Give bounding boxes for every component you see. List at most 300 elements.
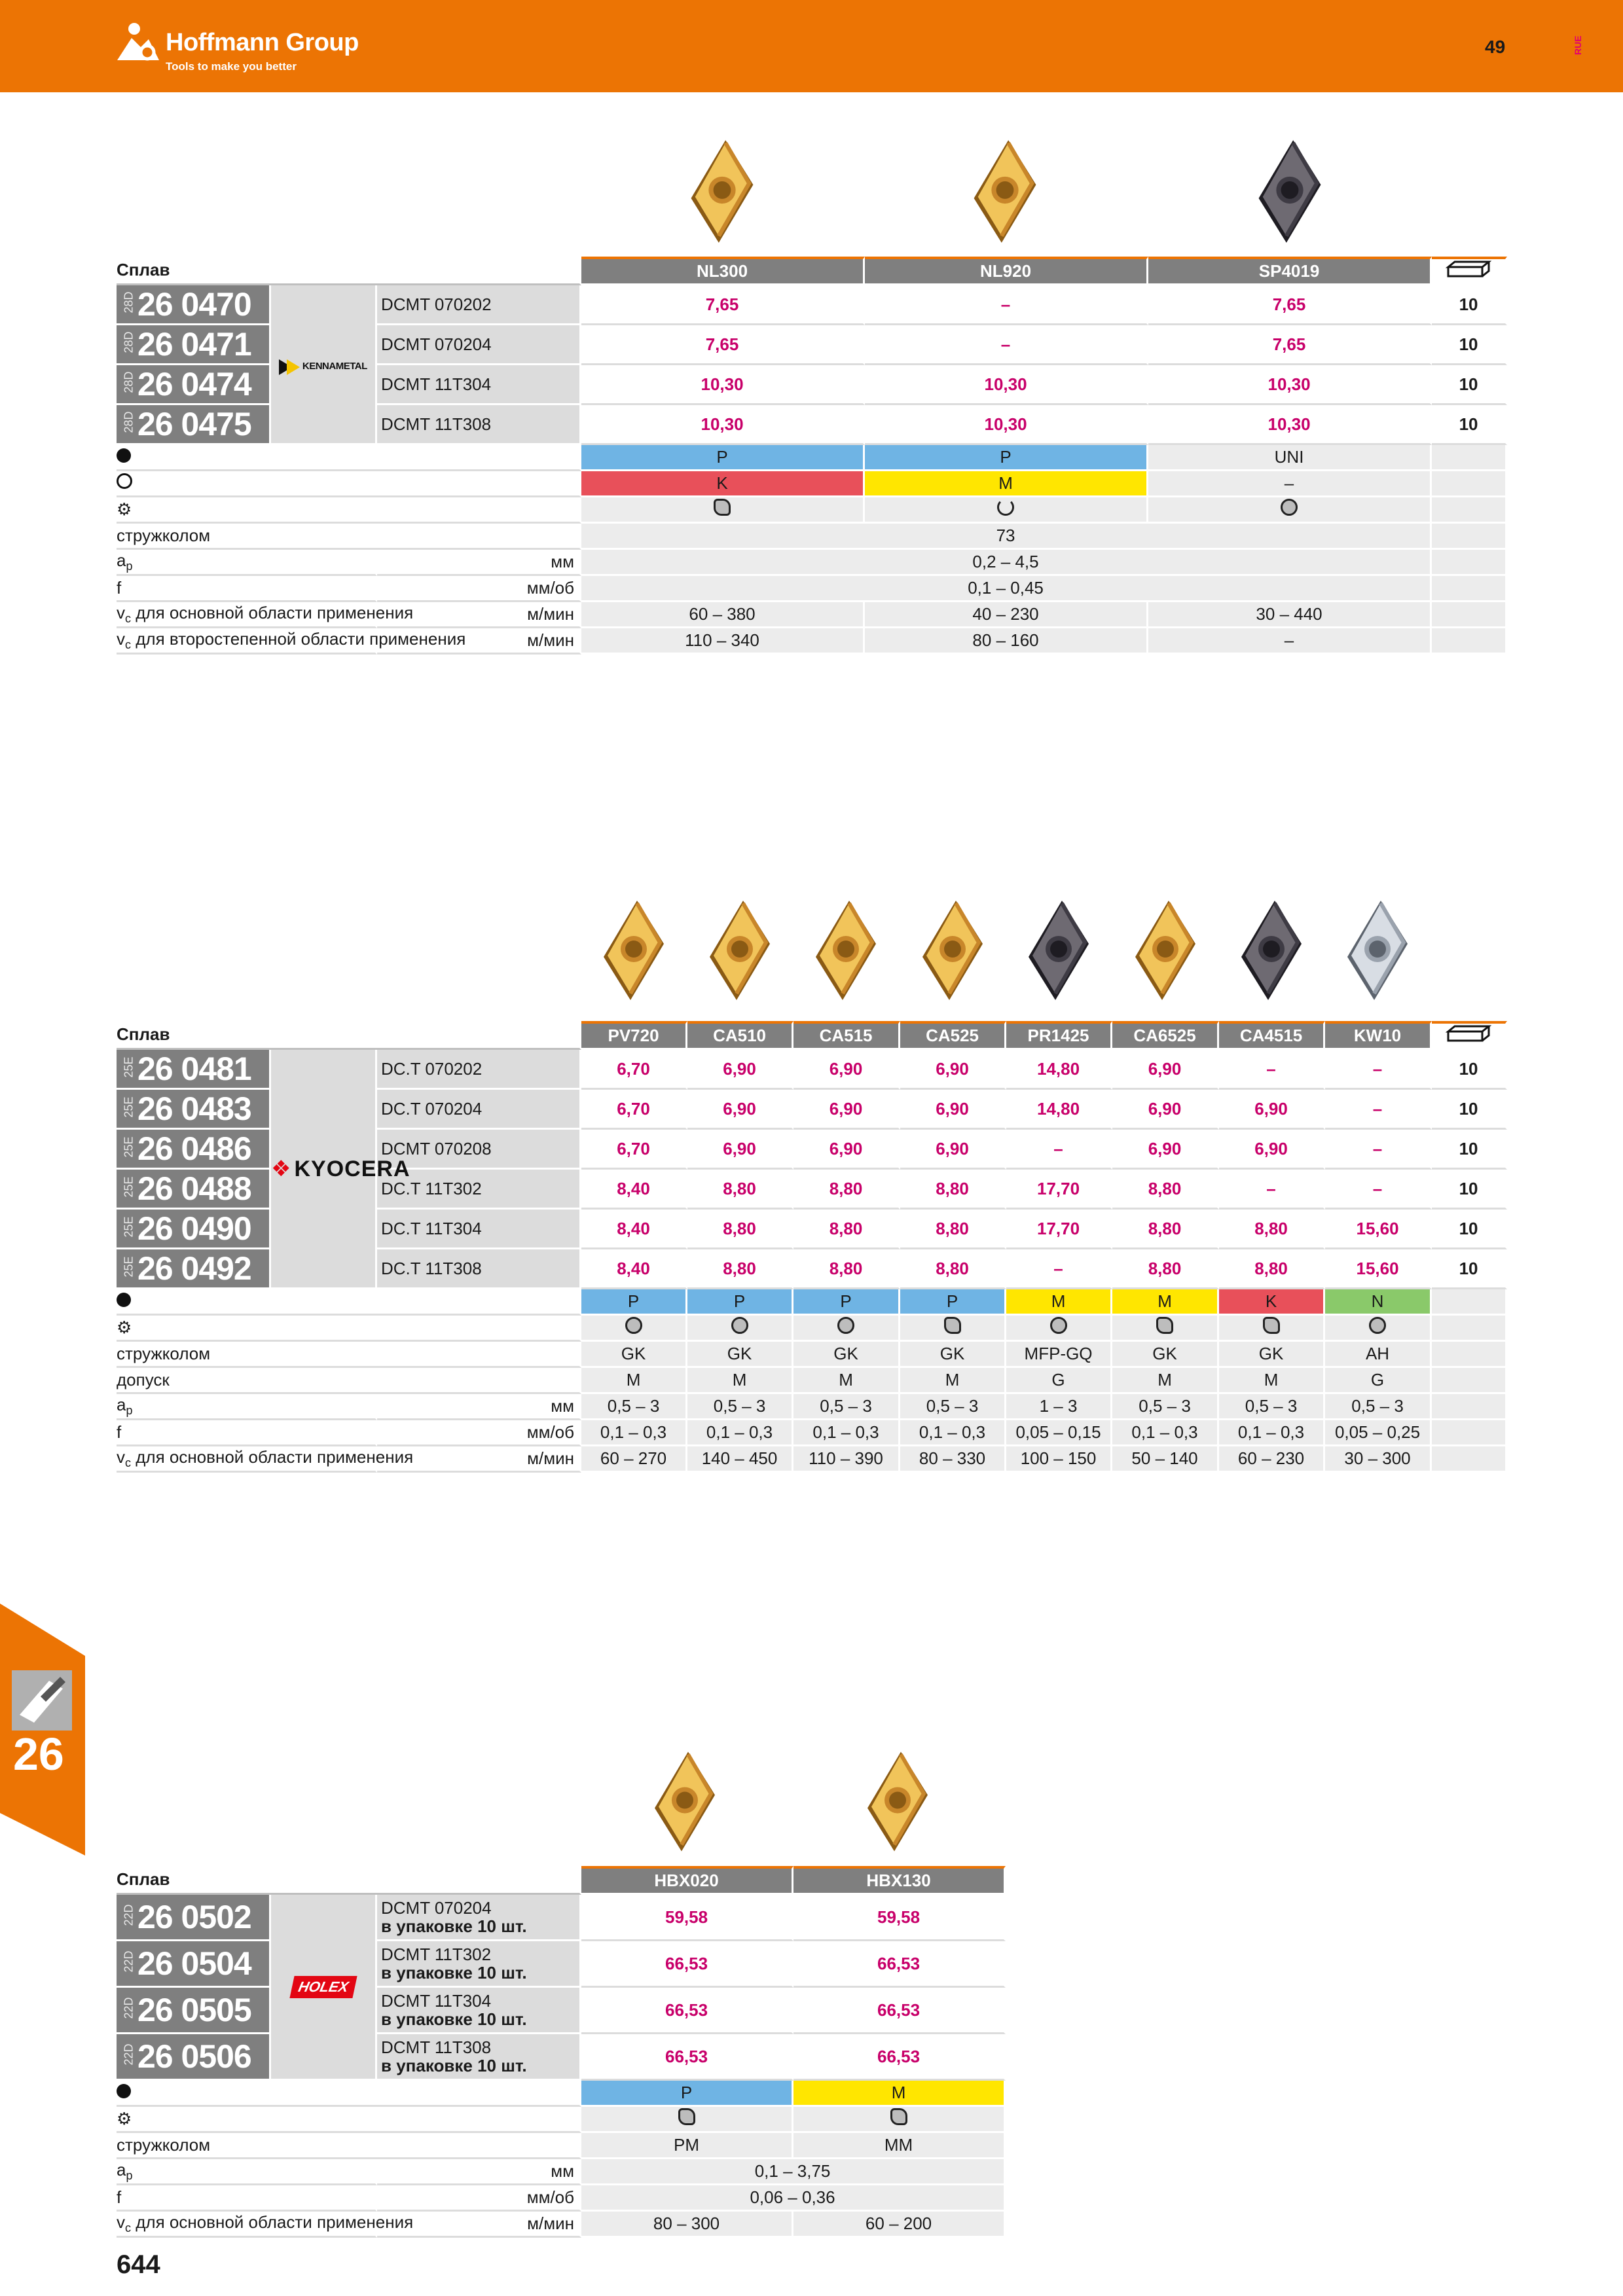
- chip-circle-icon: [1050, 1317, 1067, 1334]
- material-primary-row: [117, 1289, 1507, 1316]
- primary-use-icon-cell: [117, 1289, 581, 1316]
- article-number-cell[interactable]: [117, 1170, 271, 1210]
- article-number-cell[interactable]: [117, 405, 271, 445]
- label-text: f: [117, 2187, 122, 2207]
- designation: [377, 1941, 581, 1988]
- designation: DC.T 11T302: [377, 1170, 581, 1210]
- kennametal-logo: [279, 361, 367, 372]
- price[interactable]: 8,80: [793, 1249, 900, 1289]
- price[interactable]: –: [1219, 1170, 1325, 1210]
- price[interactable]: –: [1006, 1249, 1112, 1289]
- price[interactable]: 6,90: [793, 1130, 900, 1170]
- price[interactable]: 6,90: [1112, 1050, 1219, 1090]
- vc-main-row: [117, 602, 1507, 628]
- chipbreaker-row: [117, 524, 1507, 550]
- price[interactable]: 66,53: [581, 2034, 793, 2081]
- article-number-cell[interactable]: [117, 1090, 271, 1130]
- article-number: 26 0471: [137, 326, 251, 363]
- price[interactable]: 10,30: [865, 365, 1148, 405]
- f-unit: мм/об: [377, 1420, 581, 1446]
- ap-value: 0,5 – 3: [1112, 1394, 1219, 1420]
- f-label: [117, 1420, 377, 1446]
- table-row: [117, 285, 1507, 325]
- price[interactable]: –: [1325, 1050, 1432, 1090]
- grade-header: CA6525: [1112, 1021, 1219, 1050]
- chipbreaker-value: 73: [581, 524, 1432, 550]
- article-number: 26 0504: [137, 1945, 251, 1982]
- cutting-insert-image: [1026, 898, 1091, 1003]
- article-prefix: 22D: [122, 1996, 136, 2018]
- article-number: 26 0490: [137, 1210, 251, 1247]
- grade-header: KW10: [1325, 1021, 1432, 1050]
- grade-header: HBX020: [581, 1866, 793, 1895]
- designation: DCMT 070204: [377, 325, 581, 365]
- chipbreaker-label: стружколом: [117, 1342, 581, 1368]
- article-number-cell[interactable]: [117, 1895, 271, 1941]
- price[interactable]: 15,60: [1325, 1210, 1432, 1249]
- article-number: 26 0486: [137, 1130, 251, 1167]
- label-text: для основной области применения: [131, 2212, 414, 2232]
- article-prefix: 25E: [122, 1136, 136, 1157]
- vc-main-label: [117, 1446, 414, 1473]
- price[interactable]: 8,80: [687, 1170, 793, 1210]
- cutting-insert-image: [1345, 898, 1410, 1003]
- ap-unit: мм: [377, 2159, 581, 2185]
- cutting-insert-image: [1133, 898, 1198, 1003]
- kyocera-logo: [271, 1157, 410, 1181]
- packaging-icon-cell: [1432, 257, 1507, 285]
- article-number-cell[interactable]: [117, 365, 271, 405]
- vc-main-unit: м/мин: [377, 1446, 581, 1473]
- filled-circle-icon: [117, 2084, 131, 2098]
- vc-unit: м/мин: [377, 628, 581, 655]
- material-group: M: [793, 2081, 1006, 2107]
- pack-quantity: 10: [1432, 1210, 1507, 1249]
- price[interactable]: 15,60: [1325, 1249, 1432, 1289]
- f-label: [117, 2185, 377, 2212]
- empty-cell: [1432, 1420, 1507, 1446]
- cutting-insert-image: [969, 137, 1041, 245]
- pack-quantity: 10: [1432, 365, 1507, 405]
- chip-wavy-icon: [1263, 1317, 1280, 1334]
- price[interactable]: 8,80: [900, 1170, 1006, 1210]
- price[interactable]: 8,40: [581, 1210, 687, 1249]
- article-number-cell[interactable]: [117, 1249, 271, 1289]
- price[interactable]: 66,53: [581, 1941, 793, 1988]
- price[interactable]: 10,30: [1148, 405, 1432, 445]
- price[interactable]: 6,90: [1219, 1130, 1325, 1170]
- kyocera-mark-icon: ❖: [271, 1156, 292, 1181]
- price[interactable]: –: [865, 325, 1148, 365]
- material-group: P: [687, 1289, 793, 1316]
- article-number: 26 0470: [137, 286, 251, 323]
- header-bar: [0, 0, 1623, 92]
- pack-quantity: 10: [1432, 405, 1507, 445]
- label-subscript: p: [126, 1404, 133, 1418]
- tolerance-value: M: [687, 1368, 793, 1394]
- vc-main-value: 80 – 300: [581, 2212, 793, 2238]
- vc-main-label: $v_c$ для основной области применения: [117, 602, 377, 628]
- packaging-box-icon: [1446, 259, 1491, 279]
- grade-header: CA4515: [1219, 1021, 1325, 1050]
- designation: DC.T 11T304: [377, 1210, 581, 1249]
- article-prefix: 28D: [122, 331, 136, 353]
- article-prefix: 25E: [122, 1096, 136, 1117]
- table-row: [117, 1895, 1006, 1941]
- chip-wavy-icon: [944, 1317, 961, 1334]
- article-prefix: 25E: [122, 1255, 136, 1277]
- label-text: v: [117, 1446, 125, 1467]
- kennametal-table: [117, 257, 1507, 655]
- filled-circle-icon: [117, 448, 131, 463]
- price[interactable]: 6,90: [1112, 1130, 1219, 1170]
- price[interactable]: 8,80: [687, 1210, 793, 1249]
- price[interactable]: 8,80: [1219, 1210, 1325, 1249]
- price[interactable]: 66,53: [793, 1941, 1006, 1988]
- label-text: для основной области применения: [131, 1446, 414, 1467]
- price[interactable]: –: [1325, 1130, 1432, 1170]
- vc-secondary-value: 110 – 340: [581, 628, 865, 655]
- holex-table: [117, 1866, 1006, 2238]
- article-number-cell[interactable]: [117, 1988, 271, 2034]
- chipbreaker-geometry-icon: [1325, 1316, 1432, 1342]
- price[interactable]: –: [1219, 1050, 1325, 1090]
- cutting-insert-image: [652, 1748, 718, 1856]
- tolerance-value: G: [1006, 1368, 1112, 1394]
- ap-unit: мм: [377, 550, 581, 576]
- brand-name: Hoffmann Group: [166, 29, 359, 56]
- primary-use-icon-cell: [117, 445, 581, 471]
- price[interactable]: 66,53: [581, 1988, 793, 2034]
- page-number: 644: [117, 2250, 160, 2279]
- hoffmann-logo-icon: [115, 20, 162, 67]
- chipbreaker-value: GK: [1219, 1342, 1325, 1368]
- chip-wavy-icon: [678, 2108, 695, 2125]
- gear-icon: ⚙: [117, 1318, 132, 1337]
- empty-cell: [1432, 1342, 1507, 1368]
- price[interactable]: 17,70: [1006, 1210, 1112, 1249]
- article-prefix: 28D: [122, 291, 136, 313]
- price[interactable]: 7,65: [581, 325, 865, 365]
- price[interactable]: 6,90: [900, 1050, 1006, 1090]
- article-number: 26 0506: [137, 2038, 251, 2075]
- chipbreaker-label: стружколом: [117, 524, 581, 550]
- chipbreaker-geometry-icon: [687, 1316, 793, 1342]
- grade-header: NL920: [865, 257, 1148, 285]
- chipbreaker-value: GK: [1112, 1342, 1219, 1368]
- chip-circle-icon: [1281, 499, 1298, 516]
- pack-quantity: 10: [1432, 285, 1507, 325]
- packaging-box-icon: [1446, 1024, 1491, 1043]
- designation: DC.T 070202: [377, 1050, 581, 1090]
- tolerance-value: G: [1325, 1368, 1432, 1394]
- chipbreaker-value: AH: [1325, 1342, 1432, 1368]
- label-text: a: [117, 2159, 126, 2179]
- vc-secondary-label: $v_c$ для второстепенной области применения: [117, 628, 377, 655]
- material-group: N: [1325, 1289, 1432, 1316]
- price[interactable]: 6,70: [581, 1050, 687, 1090]
- designation: [377, 1895, 581, 1941]
- designation: DCMT 070202: [377, 285, 581, 325]
- article-number-cell[interactable]: [117, 1130, 271, 1170]
- article-prefix: 22D: [122, 1950, 136, 1972]
- price[interactable]: 10,30: [581, 365, 865, 405]
- price[interactable]: –: [1325, 1170, 1432, 1210]
- designation-code: DCMT 11T308: [381, 2037, 492, 2057]
- chip-hook-icon: [997, 499, 1014, 516]
- vc-main-row: [117, 2212, 1006, 2238]
- empty-cell: [1432, 1446, 1507, 1473]
- table-row: [117, 1941, 1006, 1988]
- gear-icon: ⚙: [117, 499, 132, 519]
- chipbreaker-geometry-icon: [1006, 1316, 1112, 1342]
- f-unit: мм/об: [377, 2185, 581, 2212]
- designation: [377, 2034, 581, 2081]
- price[interactable]: 6,70: [581, 1090, 687, 1130]
- material-group: M: [865, 471, 1148, 497]
- tolerance-value: M: [581, 1368, 687, 1394]
- price[interactable]: 8,80: [1112, 1210, 1219, 1249]
- designation-code: DCMT 11T304: [381, 1991, 492, 2011]
- ap-row: [117, 550, 1507, 576]
- chapter-number: 26: [13, 1729, 64, 1780]
- price[interactable]: 8,80: [1112, 1249, 1219, 1289]
- ap-value: 0,5 – 3: [900, 1394, 1006, 1420]
- label-text: v: [117, 2212, 125, 2232]
- price[interactable]: 7,65: [1148, 325, 1432, 365]
- chipbreaker-geometry-icon: [581, 497, 865, 524]
- ap-row: [117, 2159, 1006, 2185]
- price[interactable]: 66,53: [793, 2034, 1006, 2081]
- designation: DC.T 070204: [377, 1090, 581, 1130]
- price[interactable]: 17,70: [1006, 1170, 1112, 1210]
- vc-unit: м/мин: [377, 2212, 581, 2238]
- price[interactable]: 10,30: [865, 405, 1148, 445]
- chipbreaker-value: GK: [900, 1342, 1006, 1368]
- price[interactable]: 6,90: [900, 1090, 1006, 1130]
- f-value: 0,1 – 0,3: [900, 1420, 1006, 1446]
- brand-name: KYOCERA: [294, 1156, 410, 1181]
- price[interactable]: 6,90: [1219, 1090, 1325, 1130]
- material-group: –: [1148, 471, 1432, 497]
- f-value: 0,05 – 0,25: [1325, 1420, 1432, 1446]
- f-label: f: [117, 576, 377, 602]
- cutting-insert-image: [865, 1748, 930, 1856]
- vc-main-value: 50 – 140: [1112, 1446, 1219, 1473]
- designation: [377, 1988, 581, 2034]
- material-group: P: [581, 2081, 793, 2107]
- article-number-cell[interactable]: [117, 2034, 271, 2081]
- chip-circle-icon: [625, 1317, 642, 1334]
- pack-note: в упаковке 10 шт.: [381, 2056, 527, 2075]
- chipbreaker-geometry-icon: [581, 1316, 687, 1342]
- price[interactable]: 8,80: [900, 1210, 1006, 1249]
- empty-cell: [1432, 524, 1507, 550]
- vc-main-value: 60 – 270: [581, 1446, 687, 1473]
- price[interactable]: 8,40: [581, 1249, 687, 1289]
- grade-header: NL300: [581, 257, 865, 285]
- pack-quantity: 10: [1432, 1050, 1507, 1090]
- vc-main-value: 30 – 440: [1148, 602, 1432, 628]
- tolerance-row: [117, 1368, 1507, 1394]
- ap-value: 1 – 3: [1006, 1394, 1112, 1420]
- article-prefix: 25E: [122, 1175, 136, 1197]
- f-value: 0,1 – 0,3: [687, 1420, 793, 1446]
- grade-header-label: Сплав: [117, 1021, 581, 1050]
- designation-code: DCMT 11T302: [381, 1945, 492, 1964]
- material-group: P: [793, 1289, 900, 1316]
- chipbreaker-value: PM: [581, 2133, 793, 2159]
- article-prefix: 22D: [122, 1903, 136, 1926]
- vc-main-value: 60 – 230: [1219, 1446, 1325, 1473]
- cutting-insert-image: [920, 898, 985, 1003]
- price[interactable]: 6,70: [581, 1130, 687, 1170]
- article-number-cell[interactable]: [117, 1210, 271, 1249]
- coating-icon-cell: [117, 497, 581, 524]
- label-text: f: [117, 1422, 122, 1442]
- price[interactable]: 6,90: [1112, 1090, 1219, 1130]
- ap-unit: мм: [377, 1394, 581, 1420]
- price[interactable]: 8,80: [793, 1170, 900, 1210]
- grade-header: CA515: [793, 1021, 900, 1050]
- price[interactable]: 8,80: [1112, 1170, 1219, 1210]
- tolerance-value: M: [1112, 1368, 1219, 1394]
- cutting-insert-image: [1254, 137, 1326, 245]
- article-number: 26 0505: [137, 1992, 251, 2028]
- empty-cell: [1432, 602, 1507, 628]
- table-row: [117, 1988, 1006, 2034]
- designation: DC.T 11T308: [377, 1249, 581, 1289]
- ap-value: 0,5 – 3: [1325, 1394, 1432, 1420]
- article-number-cell[interactable]: [117, 1050, 271, 1090]
- chipbreaker-geometry-icon: [900, 1316, 1006, 1342]
- empty-cell: [1432, 576, 1507, 602]
- chipbreaker-geometry-icon: [1148, 497, 1432, 524]
- label-subscript: c: [125, 2221, 131, 2235]
- price[interactable]: 59,58: [581, 1895, 793, 1941]
- designation: DCMT 11T308: [377, 405, 581, 445]
- price[interactable]: 8,40: [581, 1170, 687, 1210]
- article-number-cell[interactable]: [117, 285, 271, 325]
- price[interactable]: 59,58: [793, 1895, 1006, 1941]
- price[interactable]: –: [865, 285, 1148, 325]
- price[interactable]: 14,80: [1006, 1050, 1112, 1090]
- vc-main-value: 140 – 450: [687, 1446, 793, 1473]
- f-value: 0,1 – 0,3: [1112, 1420, 1219, 1446]
- price[interactable]: 66,53: [793, 1988, 1006, 2034]
- chip-wavy-icon: [890, 2108, 907, 2125]
- label-subscript: c: [125, 1456, 131, 1470]
- chipbreaker-geometry-icon: [793, 1316, 900, 1342]
- price[interactable]: –: [1006, 1130, 1112, 1170]
- pack-quantity: 10: [1432, 1249, 1507, 1289]
- f-value: 0,1 – 0,3: [581, 1420, 687, 1446]
- price[interactable]: 10,30: [1148, 365, 1432, 405]
- material-group: P: [581, 445, 865, 471]
- article-number: 26 0483: [137, 1090, 251, 1127]
- chipbreaker-value: GK: [793, 1342, 900, 1368]
- open-circle-icon: [117, 473, 132, 489]
- price[interactable]: 6,90: [793, 1050, 900, 1090]
- article-prefix: 22D: [122, 2043, 136, 2065]
- material-group: P: [865, 445, 1148, 471]
- chipbreaker-geometry-icon: [865, 497, 1148, 524]
- ap-value: 0,5 – 3: [687, 1394, 793, 1420]
- chip-circle-icon: [1369, 1317, 1386, 1334]
- grade-header: PR1425: [1006, 1021, 1112, 1050]
- price[interactable]: 6,90: [687, 1130, 793, 1170]
- vc-main-label: [117, 2212, 414, 2238]
- price[interactable]: 6,90: [793, 1090, 900, 1130]
- vc-main-value: 100 – 150: [1006, 1446, 1112, 1473]
- gear-icon: ⚙: [117, 2109, 132, 2128]
- price[interactable]: 10,30: [581, 405, 865, 445]
- ap-value: 0,5 – 3: [581, 1394, 687, 1420]
- chip-wavy-icon: [1156, 1317, 1173, 1334]
- price[interactable]: 8,80: [687, 1249, 793, 1289]
- secondary-use-icon-cell: [117, 471, 581, 497]
- chipbreaker-icon-row: [117, 1316, 1507, 1342]
- price[interactable]: 14,80: [1006, 1090, 1112, 1130]
- price[interactable]: 7,65: [1148, 285, 1432, 325]
- f-row: [117, 2185, 1006, 2212]
- grade-header-label: Сплав: [117, 1866, 581, 1895]
- hoffmann-logo[interactable]: [115, 20, 390, 79]
- price[interactable]: 7,65: [581, 285, 865, 325]
- empty-cell: [1432, 497, 1507, 524]
- chip-wavy-icon: [714, 499, 731, 516]
- f-unit: мм/об: [377, 576, 581, 602]
- price[interactable]: 8,80: [900, 1249, 1006, 1289]
- price[interactable]: 6,90: [900, 1130, 1006, 1170]
- ap-label: $a_p$: [117, 550, 377, 576]
- price[interactable]: 6,90: [687, 1050, 793, 1090]
- designation: DCMT 11T304: [377, 365, 581, 405]
- tolerance-value: M: [1219, 1368, 1325, 1394]
- material-group: M: [1112, 1289, 1219, 1316]
- kyocera-table: [117, 1021, 1507, 1473]
- cutting-insert-image: [1239, 898, 1304, 1003]
- article-number-cell[interactable]: [117, 325, 271, 365]
- ap-value: 0,2 – 4,5: [581, 550, 1432, 576]
- article-number-cell[interactable]: [117, 1941, 271, 1988]
- pack-quantity: 10: [1432, 1090, 1507, 1130]
- empty-cell: [1432, 1368, 1507, 1394]
- grade-header: CA510: [687, 1021, 793, 1050]
- pack-note: в упаковке 10 шт.: [381, 2009, 527, 2029]
- chipbreaker-geometry-icon: [581, 2107, 793, 2133]
- price[interactable]: 8,80: [793, 1210, 900, 1249]
- designation-code: DCMT 070204: [381, 1898, 492, 1918]
- price[interactable]: 6,90: [687, 1090, 793, 1130]
- brand-tagline: Tools to make you better: [166, 60, 297, 73]
- price[interactable]: –: [1325, 1090, 1432, 1130]
- brand-logo-cell: [271, 285, 377, 445]
- material-group: M: [1006, 1289, 1112, 1316]
- chipbreaker-row: [117, 2133, 1006, 2159]
- vc-main-value: 30 – 300: [1325, 1446, 1432, 1473]
- f-value: 0,05 – 0,15: [1006, 1420, 1112, 1446]
- material-group: P: [900, 1289, 1006, 1316]
- vc-main-row: [117, 1446, 1507, 1473]
- grade-header: HBX130: [793, 1866, 1006, 1895]
- article-number: 26 0502: [137, 1899, 251, 1935]
- chipbreaker-value: GK: [687, 1342, 793, 1368]
- chip-circle-icon: [837, 1317, 854, 1334]
- price[interactable]: 8,80: [1219, 1249, 1325, 1289]
- tolerance-value: M: [793, 1368, 900, 1394]
- pack-quantity: 10: [1432, 1170, 1507, 1210]
